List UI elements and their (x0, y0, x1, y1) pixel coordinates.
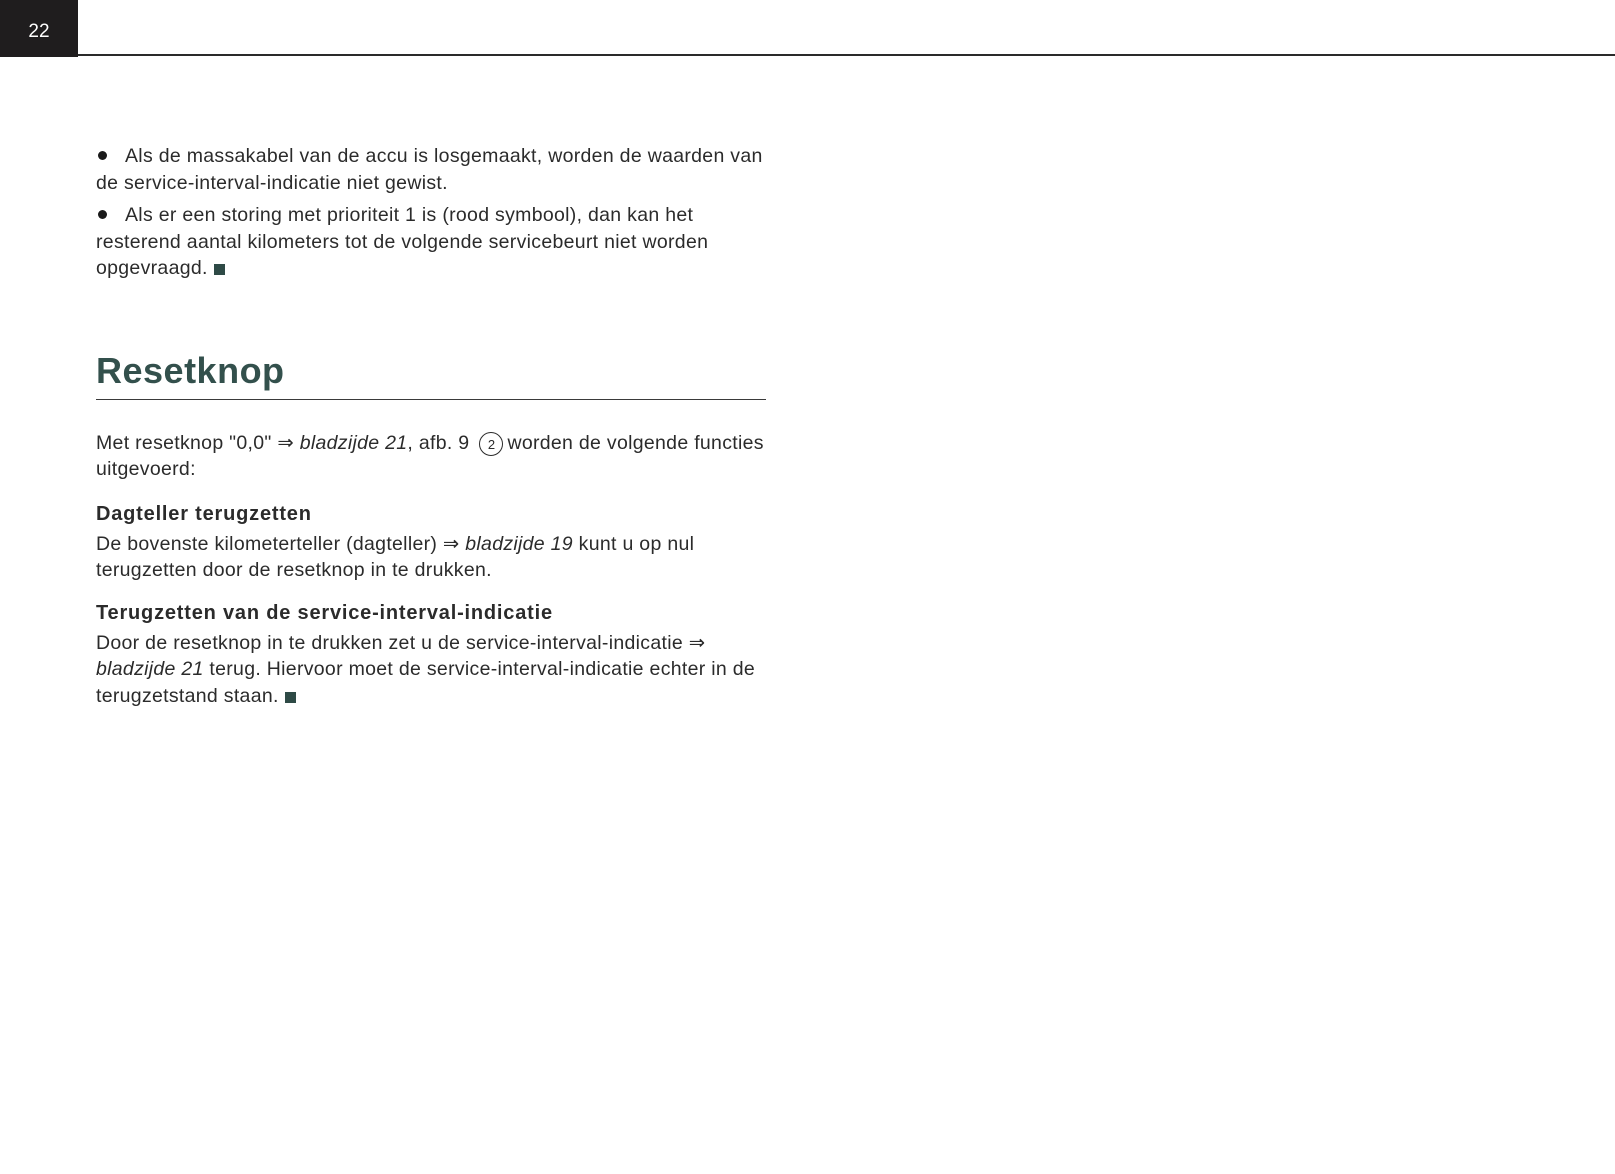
bullet-icon (98, 151, 107, 160)
bullet-item (96, 143, 766, 196)
section-title: Resetknop (96, 349, 285, 391)
subsection-body (96, 630, 766, 710)
bullet-icon (98, 210, 107, 219)
end-mark-icon (285, 692, 296, 703)
body-text-end: kunt u op nul terugzetten door de resetknop in te drukken. (96, 532, 695, 581)
subsection-title: Dagteller terugzetten (96, 502, 312, 525)
bullet-text: Als de massakabel van de accu is losgemaakt, worden de waarden van de service-interval-indicatie niet gewist. (96, 145, 763, 194)
intro-text-figure: , afb. 9 (407, 431, 470, 454)
subsection-body (96, 531, 766, 584)
section-intro (96, 430, 766, 483)
page-reference-link[interactable]: bladzijde 21 (299, 431, 408, 454)
body-text-end: terug. Hiervoor moet de service-interval-indicatie echter in de terugzetstand staan. (96, 658, 756, 707)
intro-text-end: worden de volgende functies uitgevoerd: (96, 431, 764, 480)
section-heading (96, 349, 766, 400)
header-rule (78, 54, 1615, 56)
bullet-text: Als er een storing met prioriteit 1 is (rood symbool), dan kan het resterend aantal kilometers tot de volgende servicebeurt niet worden opgevraagd. (96, 204, 709, 279)
bullet-item (96, 202, 766, 282)
body-text: De bovenste kilometerteller (dagteller) ⇒ (96, 532, 466, 555)
page-number (0, 0, 78, 57)
page-number-text: 22 (28, 20, 50, 42)
end-mark-icon (214, 264, 225, 275)
page-reference-link[interactable]: bladzijde 21 (96, 658, 204, 680)
page-content (96, 143, 766, 709)
callout-number-icon: 2 (479, 432, 503, 456)
intro-text: Met resetknop "0,0" ⇒ (96, 431, 300, 454)
subsection-title: Terugzetten van de service-interval-indicatie (96, 601, 553, 624)
body-text: Door de resetknop in te drukken zet u de service-interval-indicatie ⇒ (96, 631, 706, 654)
page-reference-link[interactable]: bladzijde 19 (465, 532, 573, 555)
